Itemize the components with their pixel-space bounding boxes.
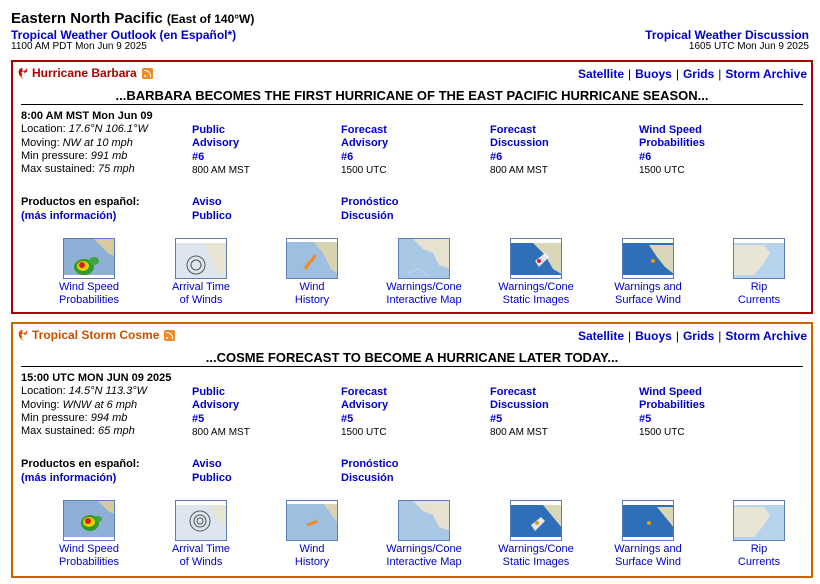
- arrival-map-icon[interactable]: [175, 238, 227, 279]
- cone-map-icon[interactable]: [510, 238, 562, 279]
- graphic-interactive-map[interactable]: Warnings/Cone Interactive Map: [374, 500, 474, 570]
- tropical-storm-icon: [17, 329, 29, 342]
- espanol-more-info-link[interactable]: (más información): [21, 209, 117, 222]
- hurricane-icon: [17, 67, 29, 80]
- storm-panel-barbara: [11, 60, 813, 314]
- surface-wind-map-icon[interactable]: [622, 238, 674, 279]
- storm-panel-cosme: [11, 322, 813, 578]
- outlook-links: Tropical Weather Outlook (en Español*): [11, 28, 237, 42]
- arrival-map-icon[interactable]: [175, 500, 227, 541]
- region-subtitle: (East of 140°W): [166, 12, 255, 26]
- forecast-discussion-product[interactable]: Forecast Discussion #6 800 AM MST: [490, 124, 549, 176]
- wind-prob-map-icon[interactable]: [63, 500, 115, 541]
- storm-pressure: 991 mb: [90, 149, 128, 162]
- storm-location: 17.6°N 106.1°W: [68, 123, 148, 136]
- storm-header: [17, 328, 175, 342]
- satellite-link[interactable]: Satellite: [577, 329, 624, 343]
- discussion-issued-time: 1605 UTC Mon Jun 9 2025: [688, 41, 809, 52]
- aviso-publico-link[interactable]: Aviso Publico: [192, 458, 232, 484]
- graphic-interactive-map[interactable]: Warnings/Cone Interactive Map: [374, 238, 474, 308]
- region-name: Eastern North Pacific: [11, 10, 163, 27]
- interactive-map-icon[interactable]: [398, 238, 450, 279]
- graphic-surface-wind[interactable]: Warnings and Surface Wind: [598, 238, 698, 308]
- wind-prob-map-icon[interactable]: [63, 238, 115, 279]
- storm-archive-link[interactable]: Storm Archive: [725, 329, 807, 343]
- storm-header: [17, 66, 153, 80]
- graphic-wind-history[interactable]: Wind History: [262, 500, 362, 570]
- graphic-wind-speed-probabilities[interactable]: Wind Speed Probabilities: [39, 238, 139, 308]
- surface-wind-map-icon[interactable]: [622, 500, 674, 541]
- graphic-arrival-time[interactable]: Arrival Time of Winds: [151, 238, 251, 308]
- forecast-advisory-product[interactable]: Forecast Advisory #5 1500 UTC: [341, 386, 389, 438]
- region-title: [11, 10, 254, 27]
- storm-name-link[interactable]: Tropical Storm Cosme: [32, 328, 160, 342]
- graphic-rip-currents[interactable]: Rip Currents: [709, 238, 809, 308]
- advisory-datetime: 8:00 AM MST Mon Jun 09: [21, 110, 153, 122]
- tropical-weather-discussion-link[interactable]: Tropical Weather Discussion: [645, 28, 809, 42]
- graphic-rip-currents[interactable]: Rip Currents: [709, 500, 809, 570]
- espanol-products-label: Productos en español: (más información): [21, 458, 140, 484]
- forecast-advisory-product[interactable]: Forecast Advisory #6 1500 UTC: [341, 124, 389, 176]
- storm-stats: 15:00 UTC MON JUN 09 2025 Location: 14.5°N 113.3°W Moving: WNW at 6 mph Min pressure: 994 mb Max sustained: 65 mph: [21, 372, 172, 438]
- wind-speed-probabilities-product[interactable]: Wind Speed Probabilities #5 1500 UTC: [639, 386, 706, 438]
- outlook-issued-time: 1100 AM PDT Mon Jun 9 2025: [11, 41, 147, 52]
- pronostico-discusion-link[interactable]: Pronóstico Discusión: [341, 458, 399, 484]
- storm-nav-links: Satellite | Buoys | Grids | Storm Archive: [577, 329, 807, 343]
- storm-archive-link[interactable]: Storm Archive: [725, 67, 807, 81]
- graphic-wind-history[interactable]: Wind History: [262, 238, 362, 308]
- public-advisory-product[interactable]: Public Advisory #6 800 AM MST: [192, 124, 250, 176]
- buoys-link[interactable]: Buoys: [635, 329, 672, 343]
- wind-speed-probabilities-product[interactable]: Wind Speed Probabilities #6 1500 UTC: [639, 124, 706, 176]
- buoys-link[interactable]: Buoys: [635, 67, 672, 81]
- storm-movement: WNW at 6 mph: [62, 398, 138, 411]
- espanol-products-label: Productos en español: (más información): [21, 196, 140, 222]
- espanol-more-info-link[interactable]: (más información): [21, 471, 117, 484]
- rip-currents-map-icon[interactable]: [733, 500, 785, 541]
- graphic-arrival-time[interactable]: Arrival Time of Winds: [151, 500, 251, 570]
- public-advisory-product[interactable]: Public Advisory #5 800 AM MST: [192, 386, 250, 438]
- wind-history-map-icon[interactable]: [286, 500, 338, 541]
- storm-headline: ...COSME FORECAST TO BECOME A HURRICANE LATER TODAY...: [21, 350, 803, 367]
- cone-map-icon[interactable]: [510, 500, 562, 541]
- graphic-cone-static[interactable]: Warnings/Cone Static Images: [486, 500, 586, 570]
- interactive-map-icon[interactable]: [398, 500, 450, 541]
- storm-location: 14.5°N 113.3°W: [68, 385, 148, 398]
- graphics-row: [21, 238, 805, 310]
- storm-movement: NW at 10 mph: [62, 136, 133, 149]
- storm-max-winds: 75 mph: [98, 163, 135, 176]
- storm-stats: 8:00 AM MST Mon Jun 09 Location: 17.6°N 106.1°W Moving: NW at 10 mph Min pressure: 991 mb Max sustained: 75 mph: [21, 110, 153, 176]
- rss-feed-icon[interactable]: [142, 68, 153, 79]
- grids-link[interactable]: Grids: [682, 67, 715, 81]
- rss-feed-icon[interactable]: [164, 330, 175, 341]
- graphic-cone-static[interactable]: Warnings/Cone Static Images: [486, 238, 586, 308]
- aviso-publico-link[interactable]: Aviso Publico: [192, 196, 232, 222]
- storm-max-winds: 65 mph: [98, 425, 135, 438]
- wind-history-map-icon[interactable]: [286, 238, 338, 279]
- outlook-espanol-link[interactable]: en Español: [163, 28, 228, 42]
- satellite-link[interactable]: Satellite: [577, 67, 624, 81]
- graphic-surface-wind[interactable]: Warnings and Surface Wind: [598, 500, 698, 570]
- storm-pressure: 994 mb: [90, 411, 128, 424]
- rip-currents-map-icon[interactable]: [733, 238, 785, 279]
- forecast-discussion-product[interactable]: Forecast Discussion #5 800 AM MST: [490, 386, 549, 438]
- storm-name-link[interactable]: Hurricane Barbara: [32, 66, 137, 80]
- graphic-wind-speed-probabilities[interactable]: Wind Speed Probabilities: [39, 500, 139, 570]
- grids-link[interactable]: Grids: [682, 329, 715, 343]
- storm-nav-links: Satellite | Buoys | Grids | Storm Archive: [577, 67, 807, 81]
- tropical-weather-outlook-link[interactable]: Tropical Weather Outlook: [11, 28, 157, 42]
- storm-headline: ...BARBARA BECOMES THE FIRST HURRICANE OF THE EAST PACIFIC HURRICANE SEASON...: [21, 88, 803, 105]
- advisory-datetime: 15:00 UTC MON JUN 09 2025: [21, 372, 172, 384]
- pronostico-discusion-link[interactable]: Pronóstico Discusión: [341, 196, 399, 222]
- graphics-row: [21, 500, 805, 572]
